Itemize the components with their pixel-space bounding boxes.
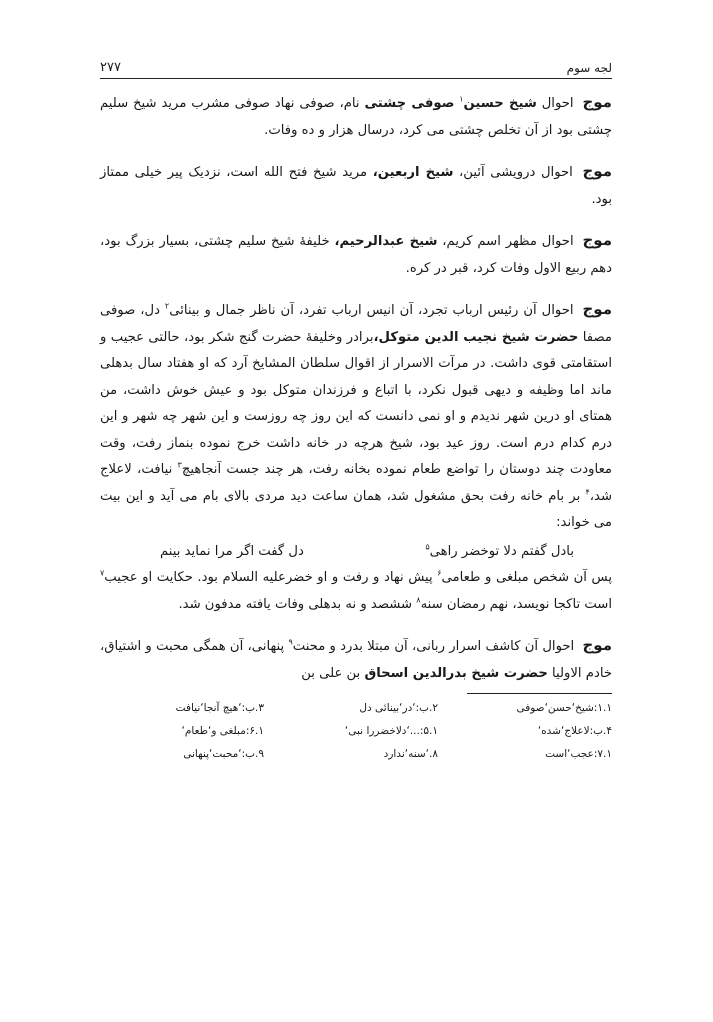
footnote-item: ۵.۱:...‘دلاخضررا نبی‘ (344, 725, 438, 737)
footnote-item: ۷.۱:عجب‘است (545, 748, 612, 760)
text-run: مرید شیخ فتح الله است، نزدیک پیر خیلی ممتاز بود. (100, 165, 612, 207)
bold-name: حضرت شیخ بدرالدین اسحاق (364, 665, 548, 681)
footnote-marker: ۶ (437, 568, 442, 578)
footnote-item: ۴.ب:لاعلاج‘شده‘ (537, 725, 612, 737)
text-run: خلیفهٔ شیخ سلیم چشتی، بسیار بزرگ بود، دهم ربیع الاول وفات کرد، قبر در کره. (100, 234, 612, 276)
footnote-divider (467, 693, 612, 694)
footnote-marker: ۲ (164, 301, 170, 311)
running-head (100, 56, 612, 79)
footnote-marker: ۳ (177, 460, 182, 470)
paragraph-sheikh-abdulrahim (100, 227, 612, 282)
bold-name: شیخ عبدالرحیم، (334, 234, 438, 249)
text-run: پیش نهاد و رفت و او خضرعلیه السلام بود. حکایت او عجیب (104, 570, 438, 585)
text-run: احوال درویشی آئین، (453, 165, 573, 180)
text-run: نام، صوفی نهاد صوفی مشرب مرید شیخ سلیم چشتی بود از آن تخلص چشتی می کرد، درسال هزار و ده وفات. (100, 96, 612, 138)
footnote-item: ۶.۱:مبلغی و‘طعام‘ (181, 725, 264, 737)
text-run: بر بام خانه رفت بحق مشغول شد، همان ساعت دید مردی بالای بام می آید و این بیت می خواند: (100, 488, 612, 530)
verse-couplet (100, 539, 612, 566)
text-run: دل، صوفی مصفا (100, 303, 612, 345)
book-page (100, 56, 612, 986)
text-run: برادر وخلیفهٔ حضرت گنج شکر بود، حالتی عجیب و استقامتی قوی داشت. در مرآت الاسرار از اقوال سلطان المشایخ آرد که او هفتاد سال بدهلی ماند اما وظیفه و دیهی قبول نکرد، با اتباع و فرزندان متوکل بود و عیش خوش داشت، من همتای او درین شهر ندیدم و او نمی دانست که این روز چه روزست و این شهر چه شهر و این درم کدام درم است. روز عید بود، شیخ هرچه در خانه داشت خرج نموده بنماز رفت، وقت معاودت چند دوستان را تواضع طعام نموده بخانه رفت، هر چند جست آنجاهیچ (100, 329, 612, 477)
footnote-marker: ۸ (416, 595, 421, 605)
paragraph-keyword: موج (582, 231, 612, 249)
footnote-marker: ۱ (459, 94, 464, 104)
footnote-marker: ۵ (425, 542, 430, 552)
bold-name: شیخ حسین (463, 96, 537, 111)
paragraph-keyword: موج (582, 636, 612, 654)
text-run: بن علی بن (301, 665, 365, 681)
paragraph-sheikh-arbain (100, 158, 612, 213)
text-run: احوال آن کاشف اسرار ربانی، آن مبتلا بدرد و محنت (292, 639, 575, 654)
paragraph-sheikh-hussain (100, 89, 612, 144)
text-run: پس آن شخص مبلغی و طعامی (441, 570, 612, 585)
text-run: احوال آن رئیس ارباب تجرد، آن انیس ارباب تفرد، آن ناظر جمال و بینائی (169, 303, 574, 318)
paragraph-sheikh-badruddin (100, 632, 612, 687)
chapter-title: لجه سوم (566, 61, 612, 75)
footnotes (100, 698, 612, 765)
text-run: نیافت، لاعلاج شد، (100, 462, 612, 504)
page-number: ۲۷۷ (100, 60, 121, 75)
text-run: است تاکجا نویسد، نهم رمضان سنه (420, 596, 612, 612)
verse-hemistich-first (425, 539, 574, 566)
bold-name: شیخ اربعین، (372, 165, 454, 180)
paragraph-continuation (100, 565, 612, 618)
paragraph-keyword: موج (582, 300, 612, 318)
text-run: پنهانی، آن همگی محبت و اشتیاق، خادم الاولیا (100, 639, 612, 681)
paragraph-keyword: موج (582, 162, 612, 180)
verse-text: بادل گفتم دلا توخضر راهی (429, 543, 574, 559)
paragraph-sheikh-najibuddin (100, 296, 612, 537)
footnote-item: ۳.ب:‘هیچ آنجا‘نیافت (175, 702, 264, 714)
text-run: احوال مظهر اسم کریم، (437, 234, 574, 249)
footnote-item: ۱.۱:شیخ‘حسن‘صوفی (516, 702, 612, 714)
footnote-item: ۸.‘سنه‘ندارد (383, 748, 438, 760)
footnote-marker: ۴ (585, 487, 590, 497)
footnote-marker: ۷ (100, 568, 105, 578)
verse-hemistich-second: دل گفت اگر مرا نماید بینم (160, 543, 304, 559)
paragraph-keyword: موج (582, 93, 612, 111)
text-run: ششصد و نه بدهلی وفات یافته مدفون شد. (178, 596, 417, 612)
body-text (100, 89, 612, 687)
footnote-marker: ۹ (288, 637, 293, 647)
text-run: احوال (536, 96, 574, 111)
bold-name: حضرت شیخ نجیب الدین متوکل، (373, 329, 579, 345)
footnote-item: ۲.ب:‘در‘بینائی دل (359, 702, 438, 714)
bold-name: صوفی چشتی (364, 96, 455, 111)
footnote-item: ۹.ب:‘محبت‘پنهانی (183, 748, 264, 760)
